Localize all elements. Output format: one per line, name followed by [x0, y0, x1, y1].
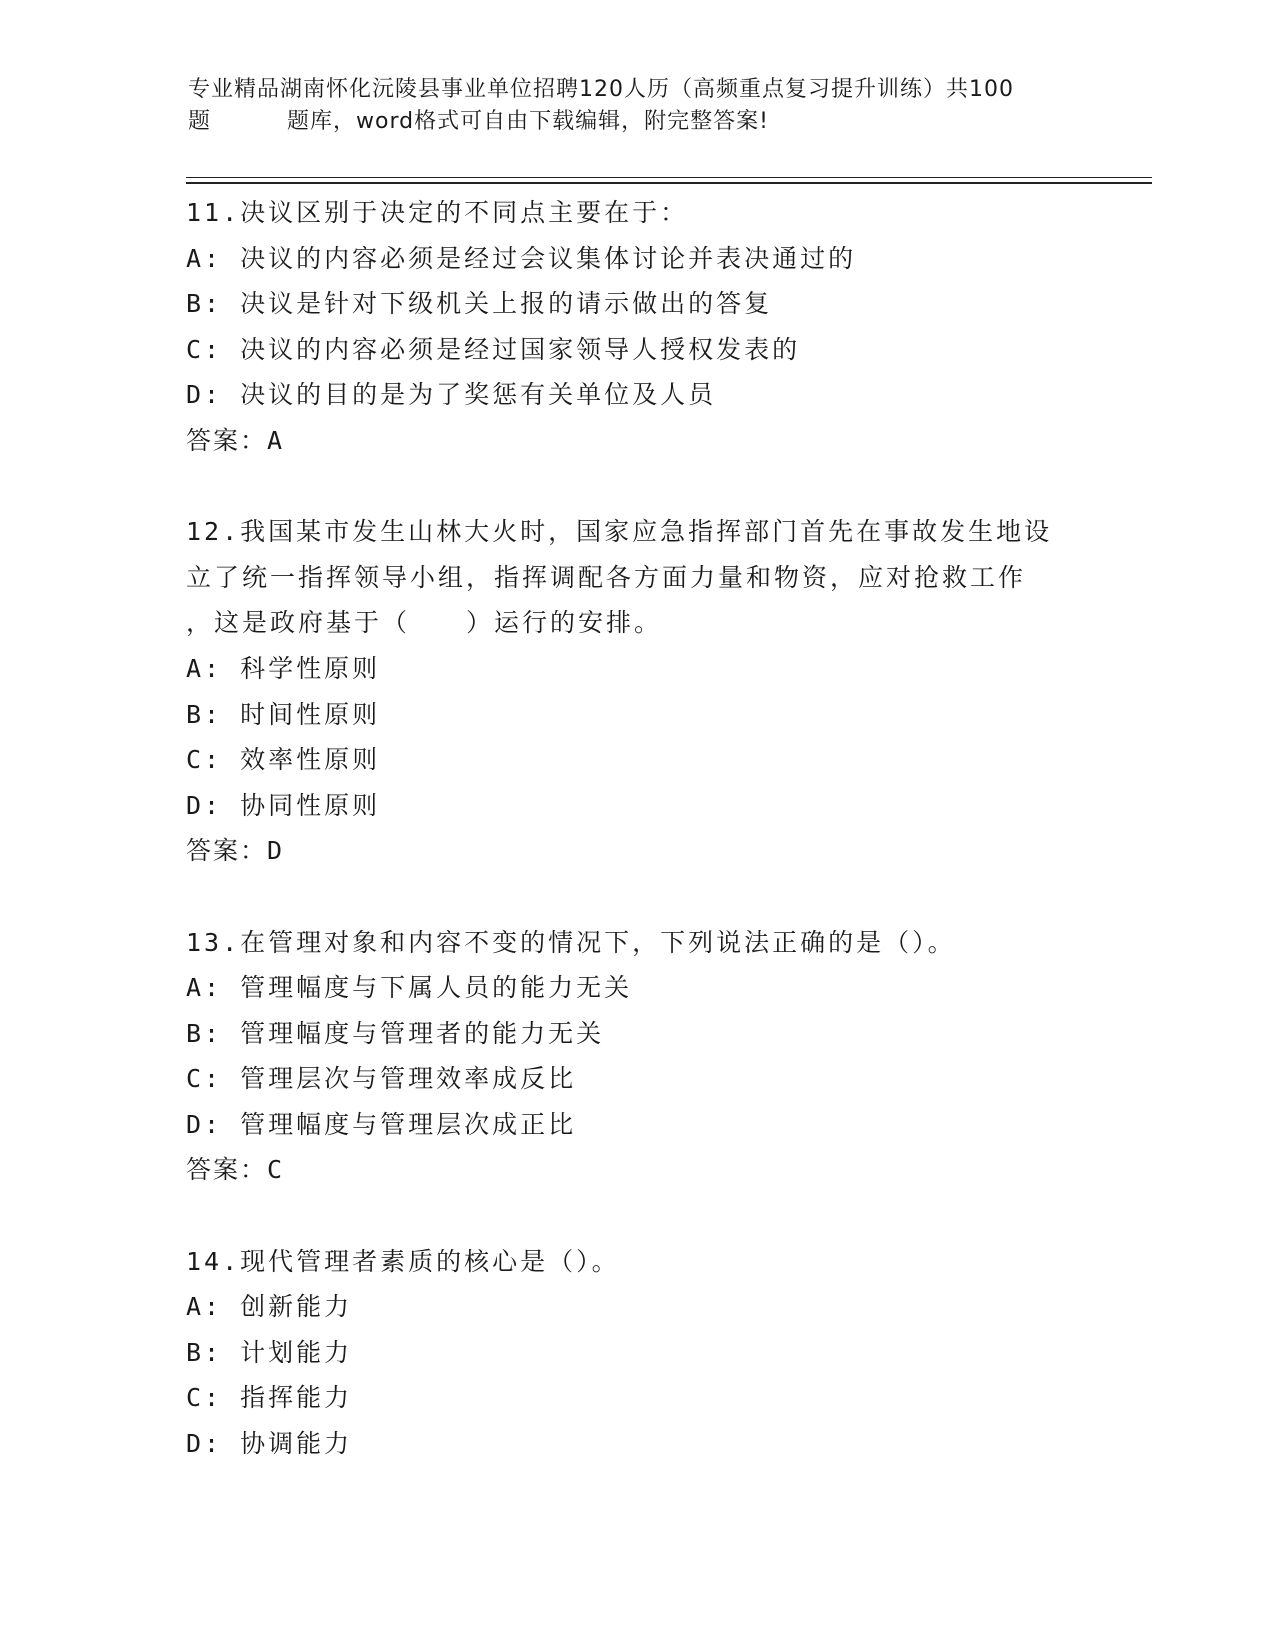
header-title-rest: 题库，word格式可自由下载编辑，附完整答案! — [287, 109, 769, 134]
answer-label: 答案：D — [186, 836, 285, 866]
header-title-lead: 题 — [188, 109, 212, 134]
header-divider-thick — [186, 182, 1152, 184]
question-gap — [186, 874, 1086, 920]
document-header — [188, 74, 1088, 138]
option-c: C: 效率性原则 — [186, 745, 381, 775]
question-12 — [186, 509, 1086, 874]
option-d: D: 决议的目的是为了奖惩有关单位及人员 — [186, 380, 717, 410]
option-a: A: 科学性原则 — [186, 653, 381, 683]
option-c: C: 决议的内容必须是经过国家领导人授权发表的 — [186, 334, 801, 364]
question-14 — [186, 1239, 1086, 1467]
question-gap — [186, 464, 1086, 510]
option-d: D: 协调能力 — [186, 1429, 353, 1459]
option-b: B: 决议是针对下级机关上报的请示做出的答复 — [186, 289, 773, 319]
option-d: D: 管理幅度与管理层次成正比 — [186, 1109, 577, 1139]
answer-label: 答案：A — [186, 425, 285, 455]
question-gap — [186, 1193, 1086, 1239]
option-d: D: 协同性原则 — [186, 790, 381, 820]
option-a: A: 创新能力 — [186, 1292, 353, 1322]
option-c: C: 指挥能力 — [186, 1383, 353, 1413]
question-stem: 11.决议区别于决定的不同点主要在于： — [186, 198, 689, 227]
option-c: C: 管理层次与管理效率成反比 — [186, 1064, 577, 1094]
question-stem: 12.我国某市发生山林大火时，国家应急指挥部门首先在事故发生地设 — [186, 517, 1053, 547]
option-b: B: 时间性原则 — [186, 699, 381, 729]
question-list — [186, 190, 1086, 1467]
header-title-line-2 — [188, 106, 1088, 138]
option-a: A: 管理幅度与下属人员的能力无关 — [186, 973, 633, 1003]
question-stem-continued: ，这是政府基于（ ）运行的安排。 — [186, 608, 663, 638]
option-b: B: 计划能力 — [186, 1337, 353, 1367]
header-divider-thin — [186, 177, 1152, 178]
option-b: B: 管理幅度与管理者的能力无关 — [186, 1018, 605, 1048]
question-11 — [186, 190, 1086, 464]
question-stem: 13.在管理对象和内容不变的情况下，下列说法正确的是（）。 — [186, 927, 956, 957]
question-stem-continued: 立了统一指挥领导小组，指挥调配各方面力量和物资，应对抢救工作 — [186, 562, 1027, 592]
question-stem: 14.现代管理者素质的核心是（）。 — [186, 1246, 620, 1276]
question-13 — [186, 920, 1086, 1194]
answer-label: 答案：C — [186, 1155, 285, 1185]
header-title-line-1: 专业精品湖南怀化沅陵县事业单位招聘120人历（高频重点复习提升训练）共100 — [188, 77, 1014, 102]
option-a: A: 决议的内容必须是经过会议集体讨论并表决通过的 — [186, 243, 857, 273]
